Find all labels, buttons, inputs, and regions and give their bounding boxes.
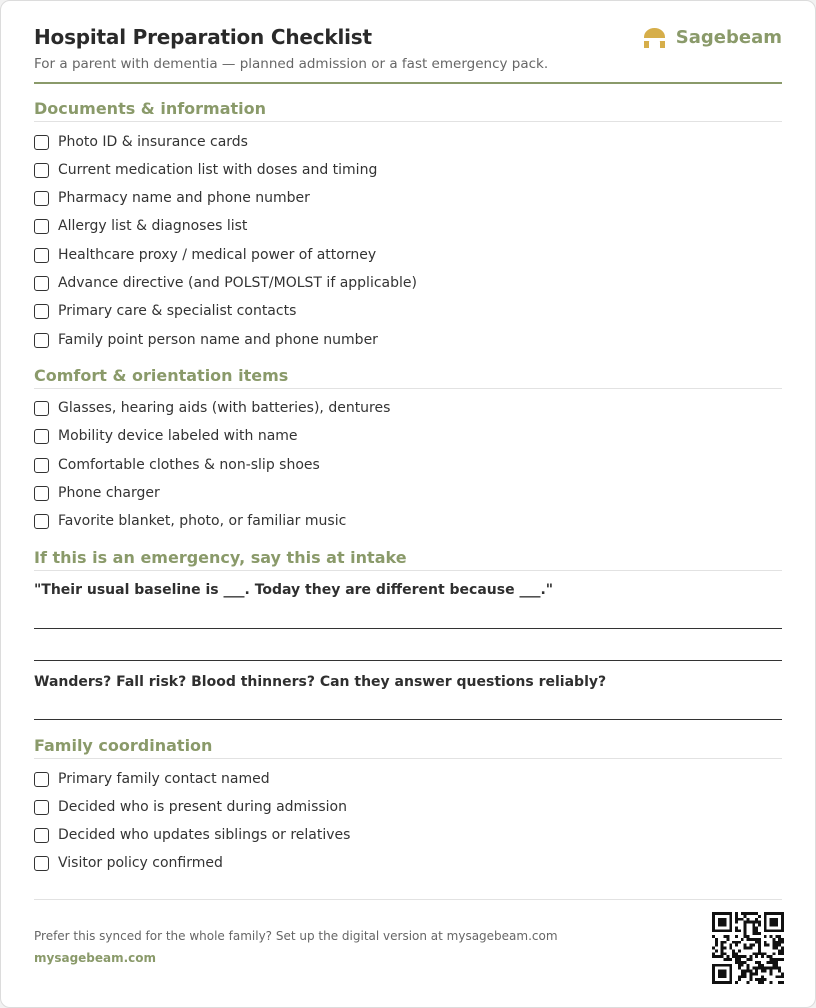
checklist-item[interactable] (34, 798, 347, 816)
checklist-item[interactable] (34, 854, 223, 872)
checkbox[interactable] (34, 514, 49, 529)
checkbox[interactable] (34, 304, 49, 319)
checklist-item-label: Family point person name and phone number (58, 332, 378, 348)
footer-divider (34, 899, 782, 900)
checklist-item-label: Photo ID & insurance cards (58, 134, 248, 150)
section-heading-family: Family coordination (34, 736, 782, 759)
checklist-item[interactable] (34, 512, 346, 530)
checklist-item-label: Pharmacy name and phone number (58, 190, 310, 206)
brand (643, 27, 782, 48)
checklist-item-label: Mobility device labeled with name (58, 428, 298, 444)
checklist-item[interactable] (34, 399, 390, 417)
checkbox[interactable] (34, 828, 49, 843)
checklist-item-label: Current medication list with doses and timing (58, 162, 378, 178)
checklist-item[interactable] (34, 274, 417, 292)
checkbox[interactable] (34, 135, 49, 150)
checklist-item[interactable] (34, 826, 350, 844)
footer-note: Prefer this synced for the whole family? Set up the digital version at mysagebeam.com (34, 929, 558, 943)
section-heading-emergency: If this is an emergency, say this at intake (34, 548, 782, 571)
checkbox[interactable] (34, 219, 49, 234)
checklist-item[interactable] (34, 217, 247, 235)
checkbox[interactable] (34, 191, 49, 206)
checkbox[interactable] (34, 276, 49, 291)
checklist-item-label: Phone charger (58, 485, 160, 501)
checkbox[interactable] (34, 333, 49, 348)
checklist-item-label: Comfortable clothes & non-slip shoes (58, 457, 320, 473)
checklist-item-label: Allergy list & diagnoses list (58, 218, 248, 234)
checklist-item[interactable] (34, 246, 376, 264)
write-in-line[interactable] (34, 719, 782, 720)
checkbox[interactable] (34, 856, 49, 871)
checkbox[interactable] (34, 429, 49, 444)
checklist-item-label: Primary family contact named (58, 771, 270, 787)
brand-name: Sagebeam (675, 27, 782, 48)
checklist-item[interactable] (34, 331, 378, 349)
checklist-item-label: Advance directive (and POLST/MOLST if applicable) (58, 275, 417, 291)
checklist-item[interactable] (34, 133, 248, 151)
checklist-item-label: Healthcare proxy / medical power of attorney (58, 247, 377, 263)
checkbox[interactable] (34, 163, 49, 178)
section-heading-comfort: Comfort & orientation items (34, 366, 782, 389)
checklist-item-label: Primary care & specialist contacts (58, 303, 297, 319)
checklist-item-label: Decided who is present during admission (58, 799, 347, 815)
checklist-item[interactable] (34, 770, 270, 788)
checklist-item[interactable] (34, 189, 310, 207)
checkbox[interactable] (34, 486, 49, 501)
checklist-item-label: Favorite blanket, photo, or familiar music (58, 513, 347, 529)
checklist-item-label: Decided who updates siblings or relatives (58, 827, 351, 843)
footer-link[interactable]: mysagebeam.com (34, 951, 157, 965)
page-subtitle: For a parent with dementia — planned admission or a fast emergency pack. (34, 56, 549, 72)
checklist-item[interactable] (34, 302, 296, 320)
intake-prompt-baseline: "Their usual baseline is ___. Today they are different because ___." (34, 582, 554, 598)
checklist-item-label: Glasses, hearing aids (with batteries), dentures (58, 400, 391, 416)
checklist-item[interactable] (34, 484, 160, 502)
checklist-item[interactable] (34, 456, 320, 474)
write-in-line[interactable] (34, 660, 782, 661)
checkbox[interactable] (34, 458, 49, 473)
section-heading-documents: Documents & information (34, 99, 782, 122)
checklist-item-label: Visitor policy confirmed (58, 855, 223, 871)
intake-prompt-risks: Wanders? Fall risk? Blood thinners? Can they answer questions reliably? (34, 674, 607, 690)
write-in-line[interactable] (34, 628, 782, 629)
page-header (34, 25, 782, 84)
qr-code-icon[interactable] (712, 912, 784, 984)
arch-logo-icon (643, 28, 666, 48)
checkbox[interactable] (34, 772, 49, 787)
checklist-item[interactable] (34, 161, 377, 179)
checkbox[interactable] (34, 401, 49, 416)
checklist-item[interactable] (34, 427, 298, 445)
page-title: Hospital Preparation Checklist (34, 25, 372, 49)
checkbox[interactable] (34, 248, 49, 263)
checkbox[interactable] (34, 800, 49, 815)
